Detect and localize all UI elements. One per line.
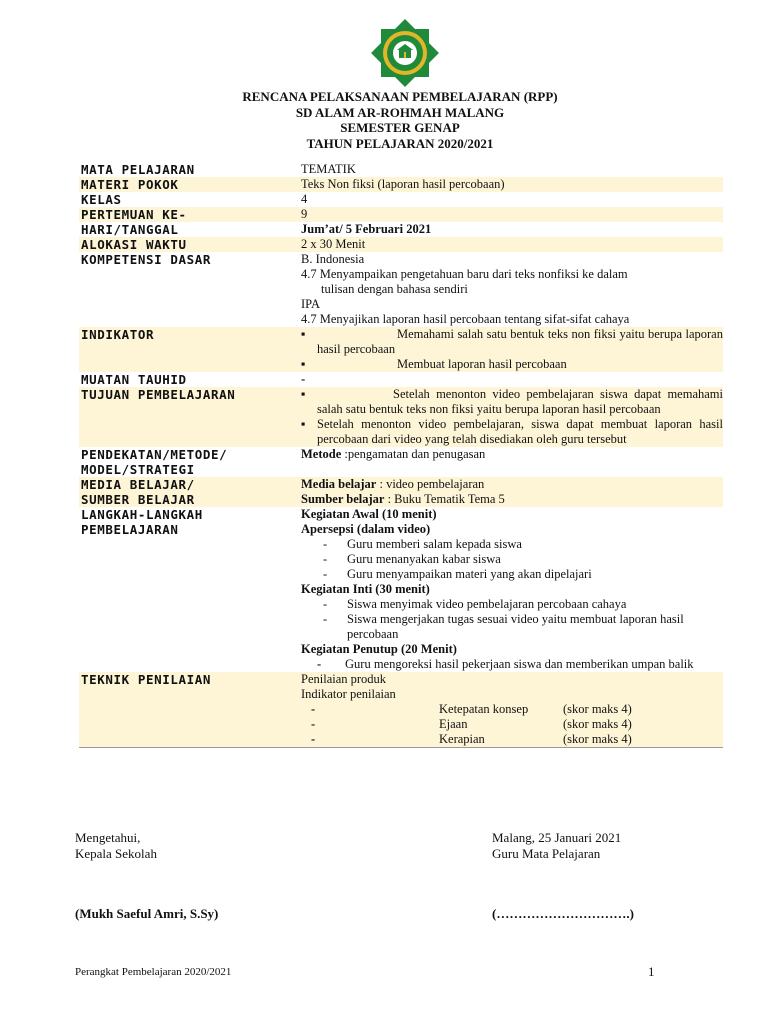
value-media-belajar: Media belajar : video pembelajaran bbox=[301, 477, 485, 491]
label-langkah-pembelajaran: LANGKAH-LANGKAH PEMBELAJARAN bbox=[81, 507, 203, 537]
kd-line: B. Indonesia bbox=[301, 252, 365, 266]
label-alokasi-waktu: ALOKASI WAKTU bbox=[81, 237, 187, 252]
label-mata-pelajaran: MATA PELAJARAN bbox=[81, 162, 195, 177]
row-langkah-pembelajaran bbox=[79, 507, 723, 672]
section-heading: Kegiatan Awal (10 menit) bbox=[301, 507, 437, 521]
value-pendekatan: Metode :pengamatan dan penugasan bbox=[301, 447, 486, 461]
section-heading: Kegiatan Inti (30 menit) bbox=[301, 582, 430, 596]
row-kelas bbox=[79, 192, 723, 207]
signature-left-role: Kepala Sekolah bbox=[75, 846, 157, 861]
row-muatan-tauhid bbox=[79, 372, 723, 387]
list-item: - Kerapian (skor maks 4) bbox=[311, 732, 632, 746]
list-item: ▪ Setelah menonton video pembelajaran siswa dapat memahami salah satu bentuk teks non fiksi yaitu berupa laporan hasil percobaan bbox=[301, 387, 723, 416]
value-hari-tanggal: Jum’at/ 5 Februari 2021 bbox=[301, 222, 432, 236]
document-title bbox=[0, 89, 768, 151]
label-indikator: INDIKATOR bbox=[81, 327, 155, 342]
value-langkah-pembelajaran bbox=[301, 507, 723, 672]
teacher-name: (………………………….) bbox=[492, 906, 634, 921]
kd-line: tulisan dengan bahasa sendiri bbox=[321, 282, 468, 296]
bullet-icon: ▪ bbox=[301, 387, 306, 401]
list-item: ▪ Setelah menonton video pembelajaran, siswa dapat membuat laporan hasil percobaan dari video yang telah disediakan oleh guru tersebut bbox=[301, 417, 723, 446]
title-line-4: TAHUN PELAJARAN 2020/2021 bbox=[306, 135, 494, 151]
row-mata-pelajaran bbox=[79, 162, 723, 177]
bullet-icon: ▪ bbox=[301, 327, 306, 341]
label-pertemuan: PERTEMUAN KE- bbox=[81, 207, 187, 222]
row-alokasi-waktu bbox=[79, 237, 723, 252]
label-pendekatan: PENDEKATAN/METODE/ MODEL/STRATEGI bbox=[81, 447, 228, 477]
school-emblem-icon bbox=[371, 19, 439, 87]
value-tujuan-pembelajaran bbox=[301, 387, 723, 447]
kd-line: 4.7 Menyampaikan pengetahuan baru dari teks nonfiksi ke dalam bbox=[301, 267, 628, 281]
row-tujuan-pembelajaran bbox=[79, 387, 723, 447]
list-item: - Siswa menyimak video pembelajaran percobaan cahaya bbox=[323, 597, 627, 611]
list-item: - Guru menanyakan kabar siswa bbox=[323, 552, 501, 566]
signature-left bbox=[75, 830, 157, 862]
signature-right-date: Malang, 25 Januari 2021 bbox=[492, 830, 622, 845]
row-pendekatan bbox=[79, 447, 723, 477]
page-number: 1 bbox=[648, 964, 655, 979]
value-alokasi-waktu: 2 x 30 Menit bbox=[301, 237, 366, 251]
list-item: - Guru memberi salam kepada siswa bbox=[323, 537, 522, 551]
kd-line: 4.7 Menyajikan laporan hasil percobaan tentang sifat-sifat cahaya bbox=[301, 312, 630, 326]
label-teknik-penilaian: TEKNIK PENILAIAN bbox=[81, 672, 212, 687]
row-pertemuan bbox=[79, 207, 723, 222]
row-kompetensi-dasar bbox=[79, 252, 723, 327]
list-item: - Guru mengoreksi hasil pekerjaan siswa dan memberikan umpan balik bbox=[317, 657, 694, 671]
value-indikator bbox=[301, 327, 723, 372]
signature-left-line: Mengetahui, bbox=[75, 830, 141, 845]
footer-text: Perangkat Pembelajaran 2020/2021 bbox=[75, 966, 232, 978]
list-item: - Guru menyampaikan materi yang akan dipelajari bbox=[323, 567, 592, 581]
label-tujuan-pembelajaran: TUJUAN PEMBELAJARAN bbox=[81, 387, 236, 402]
section-heading: Kegiatan Penutup (20 Menit) bbox=[301, 642, 457, 656]
bullet-icon: ▪ bbox=[301, 417, 306, 431]
row-sumber-belajar bbox=[79, 492, 723, 507]
row-indikator bbox=[79, 327, 723, 372]
label-hari-tanggal: HARI/TANGGAL bbox=[81, 222, 179, 237]
label-kelas: KELAS bbox=[81, 192, 122, 207]
row-hari-tanggal bbox=[79, 222, 723, 237]
title-line-2: SD ALAM AR-ROHMAH MALANG bbox=[295, 104, 505, 120]
list-item: ▪ Membuat laporan hasil percobaan bbox=[301, 357, 567, 371]
list-item: - Siswa mengerjakan tugas sesuai video yaitu membuat laporan hasil percobaan bbox=[323, 612, 684, 641]
list-item: ▪ Memahami salah satu bentuk teks non fiksi yaitu berupa laporan hasil percobaan bbox=[301, 327, 723, 356]
value-kompetensi-dasar bbox=[301, 252, 723, 327]
label-sumber-belajar: SUMBER BELAJAR bbox=[81, 492, 195, 507]
signature-right-role: Guru Mata Pelajaran bbox=[492, 846, 601, 861]
value-muatan-tauhid: - bbox=[301, 372, 306, 386]
value-kelas: 4 bbox=[301, 192, 308, 206]
row-teknik-penilaian bbox=[79, 672, 723, 748]
signature-right bbox=[492, 830, 621, 862]
section-heading: Apersepsi (dalam video) bbox=[301, 522, 431, 536]
title-line-3: SEMESTER GENAP bbox=[340, 120, 460, 135]
value-pertemuan: 9 bbox=[301, 207, 308, 221]
value-teknik-penilaian: Penilaian produk Indikator penilaian - Ketepatan konsep (skor maks 4) - Ejaan (skor maks 4) - Kerapian (skor maks 4) bbox=[301, 672, 723, 747]
list-item: - Ejaan (skor maks 4) bbox=[311, 717, 632, 731]
principal-name: (Mukh Saeful Amri, S.Sy) bbox=[75, 906, 219, 921]
label-media-belajar: MEDIA BELAJAR/ bbox=[81, 477, 195, 492]
value-sumber-belajar: Sumber belajar : Buku Tematik Tema 5 bbox=[301, 492, 505, 506]
list-item: - Ketepatan konsep (skor maks 4) bbox=[311, 702, 632, 716]
label-kompetensi-dasar: KOMPETENSI DASAR bbox=[81, 252, 212, 267]
row-media-belajar bbox=[79, 477, 723, 492]
value-materi-pokok: Teks Non fiksi (laporan hasil percobaan) bbox=[301, 177, 505, 191]
bullet-icon: ▪ bbox=[301, 357, 306, 371]
title-line-1: RENCANA PELAKSANAAN PEMBELAJARAN (RPP) bbox=[242, 89, 558, 104]
kd-line: IPA bbox=[301, 297, 320, 311]
value-mata-pelajaran: TEMATIK bbox=[301, 162, 356, 176]
row-materi-pokok bbox=[79, 177, 723, 192]
label-materi-pokok: MATERI POKOK bbox=[81, 177, 179, 192]
rpp-table bbox=[79, 162, 723, 748]
label-muatan-tauhid: MUATAN TAUHID bbox=[81, 372, 187, 387]
